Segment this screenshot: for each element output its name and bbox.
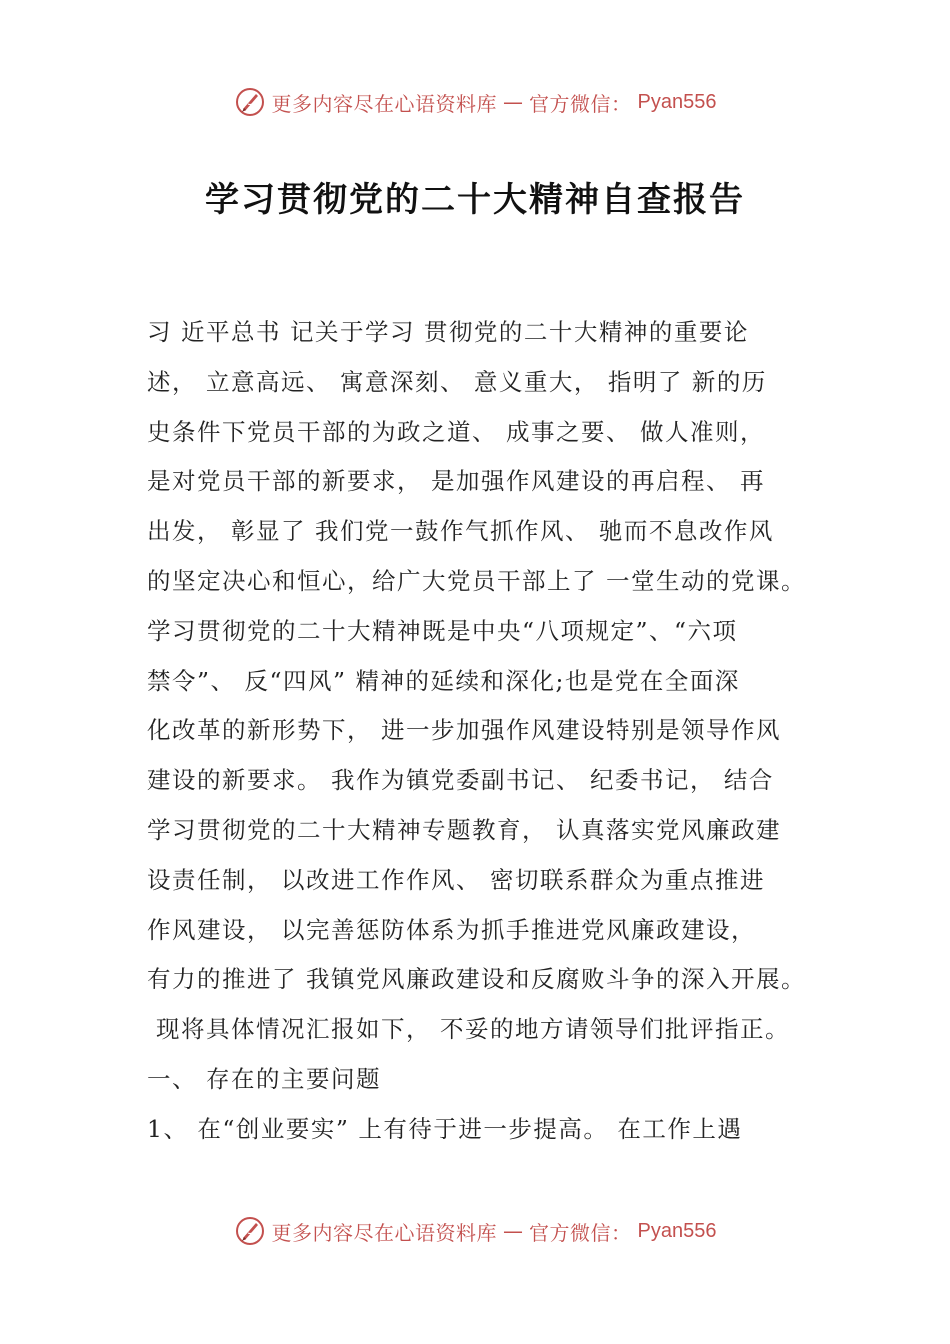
- quill-pen-icon: [234, 86, 266, 118]
- body-line: 是对党员干部的新要求， 是加强作风建设的再启程、 再: [147, 467, 765, 496]
- body-line: 建设的新要求。 我作为镇党委副书记、 纪委书记， 结合: [147, 766, 774, 795]
- banner-wechat-label: 官方微信：: [529, 1220, 632, 1245]
- body-line: 的坚定决心和恒心，给广大党员干部上了 一堂生动的党课。: [147, 566, 806, 595]
- header-watermark-banner: [0, 82, 950, 122]
- banner-wechat-label: 官方微信：: [529, 91, 632, 116]
- footer-watermark-banner: [0, 1211, 950, 1251]
- body-line: 习 近平总书 记关于学习 贯彻党的二十大精神的重要论: [147, 318, 749, 346]
- body-line: 1、 在“创业要实” 上有待于进一步提高。 在工作上遇: [147, 1114, 743, 1143]
- quill-pen-icon: [234, 1215, 266, 1247]
- body-line: 设责任制， 以改进工作作风、 密切联系群众为重点推进: [147, 865, 765, 894]
- body-line: 学习贯彻党的二十大精神专题教育， 认真落实党风廉政建: [147, 815, 781, 844]
- banner-text: 更多内容尽在心语资料库: [271, 1220, 498, 1245]
- banner-text: 更多内容尽在心语资料库: [271, 91, 498, 116]
- section-heading: 一、 存在的主要问题: [147, 1064, 381, 1093]
- banner-wechat-id: Pyan556: [637, 1219, 717, 1242]
- document-title: 学习贯彻党的二十大精神自查报告: [205, 180, 745, 220]
- body-line: 述， 立意高远、 寓意深刻、 意义重大， 指明了 新的历: [147, 367, 767, 396]
- body-line: 化改革的新形势下， 进一步加强作风建设特别是领导作风: [147, 716, 781, 745]
- body-line: 有力的推进了 我镇党风廉政建设和反腐败斗争的深入开展。: [147, 965, 806, 994]
- body-line: 作风建设， 以完善惩防体系为抓手推进党风廉政建设，: [147, 915, 756, 944]
- banner-separator: —: [503, 90, 524, 114]
- body-line: 出发， 彰显了 我们党一鼓作气抓作风、 驰而不息改作风: [147, 517, 774, 546]
- body-line: 史条件下党员干部的为政之道、 成事之要、 做人准则，: [147, 417, 765, 446]
- banner-wechat-id: Pyan556: [637, 90, 717, 113]
- document-body: [147, 308, 837, 1155]
- banner-separator: —: [503, 1219, 524, 1243]
- body-line: 禁令”、 反“四风” 精神的延续和深化;也是党在全面深: [147, 666, 740, 695]
- body-line: 现将具体情况汇报如下， 不妥的地方请领导们批评指正。: [147, 1015, 790, 1044]
- body-line: 学习贯彻党的二十大精神既是中央“八项规定”、“六项: [147, 616, 738, 645]
